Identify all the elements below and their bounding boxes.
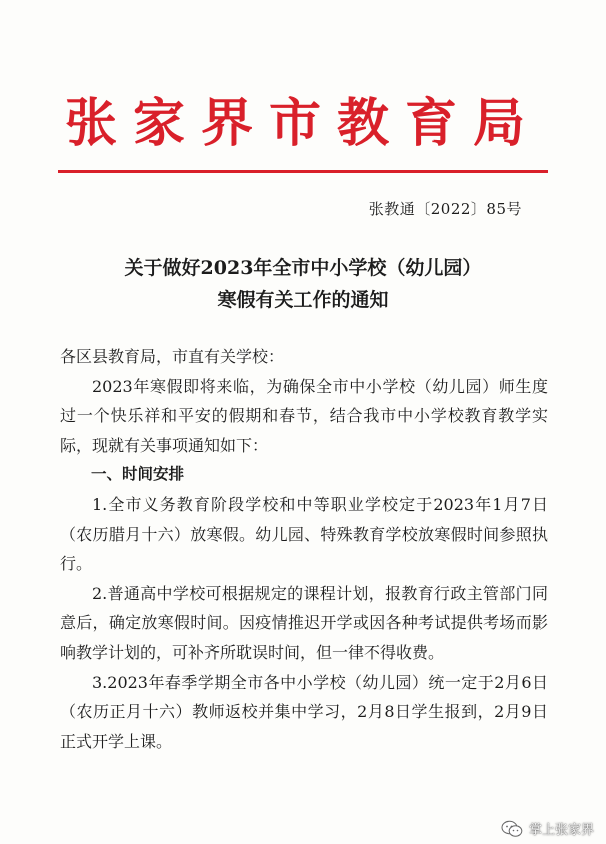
list-item: 1.全市义务教育阶段学校和中等职业学校定于2023年1月7日（农历腊月十六）放寒假。幼儿园、特殊教育学校放寒假时间参照执行。	[60, 494, 548, 574]
intro-paragraph: 2023年寒假即将来临，为确保全市中小学校（幼儿园）师生度过一个快乐祥和平安的假期和春节，结合我市中小学校教育教学实际，现就有关事项通知如下：	[60, 376, 548, 455]
list-item: 3.2023年春季学期全市各中小学校（幼儿园）统一定于2月6日（农历正月十六）教师返校并集中学习，2月8日学生报到，2月9日正式开学上课。	[60, 672, 548, 751]
notice-title	[0, 252, 606, 316]
org-header-title: 张家界市教育局	[64, 94, 541, 154]
document-number: 张教通〔2022〕85号	[368, 200, 522, 218]
watermark	[501, 819, 594, 838]
notice-title-line2: 寒假有关工作的通知	[217, 289, 389, 311]
watermark-text: 掌上张家界	[528, 823, 594, 838]
wechat-icon	[501, 820, 523, 838]
document-body	[60, 342, 548, 756]
notice-title-line1: 关于做好2023年全市中小学校（幼儿园）	[124, 257, 482, 279]
salutation: 各区县教育局，市直有关学校：	[60, 347, 285, 366]
red-divider	[58, 170, 548, 173]
section-heading: 一、时间安排	[91, 465, 185, 484]
list-item: 2.普通高中学校可根据规定的课程计划，报教育行政主管部门同意后，确定放寒假时间。因疫情推迟开学或因各种考试提供考场而影响教学计划的，可补齐所耽误时间，但一律不得收费。	[60, 583, 548, 662]
